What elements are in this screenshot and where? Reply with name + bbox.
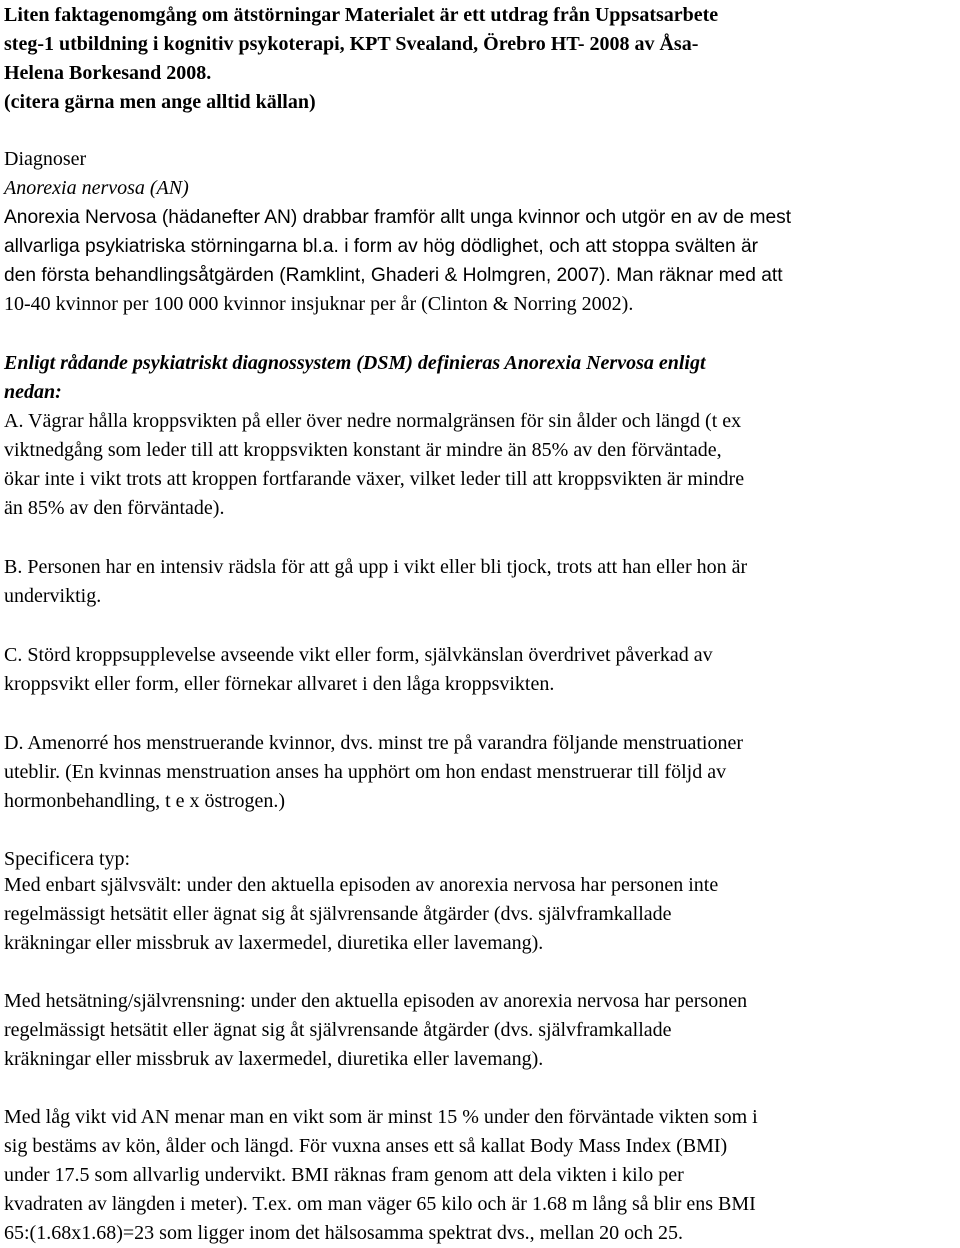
criterion-c-line-2: kroppsvikt eller form, eller förnekar allvaret i den låga kroppsvikten. (4, 673, 555, 695)
dsm-heading-line-1: Enligt rådande psykiatriskt diagnossystem (DSM) definieras Anorexia Nervosa enligt (4, 352, 706, 374)
dsm-heading-line-2: nedan: (4, 381, 62, 403)
criterion-a-line-3: ökar inte i vikt trots att kroppen fortfarande växer, vilket leder till att kroppsvikten är mindre (4, 468, 745, 490)
criterion-d-line-2: uteblir. (En kvinnas menstruation anses ha upphört om hon endast menstruerar till följd av (4, 761, 727, 783)
criterion-b-line-1: B. Personen har en intensiv rädsla för att gå upp i vikt eller bli tjock, trots att han eller hon är (4, 556, 748, 578)
section-title: Diagnoser (4, 148, 87, 170)
weight-line-4: kvadraten av längden i meter). T.ex. om man väger 65 kilo och är 1.68 m lång så blir ens BMI (4, 1193, 756, 1215)
header-line-3: Helena Borkesand 2008. (4, 62, 212, 84)
criterion-d-line-1: D. Amenorré hos menstruerande kvinnor, dvs. minst tre på varandra följande menstruationer (4, 732, 743, 754)
weight-line-2: sig bestäms av kön, ålder och längd. För vuxna anses ett så kallat Body Mass Index (BMI) (4, 1135, 728, 1157)
header-line-4: (citera gärna men ange alltid källan) (4, 91, 316, 113)
criterion-a-line-2: viktnedgång som leder till att kroppsvikten konstant är mindre än 85% av den förväntade, (4, 439, 722, 461)
binge-line-3: kräkningar eller missbruk av laxermedel, diuretika eller lavemang). (4, 1048, 544, 1070)
restricting-line-1: Med enbart självsvält: under den aktuella episoden av anorexia nervosa har personen inte (4, 874, 719, 896)
criterion-a-line-1: A. Vägrar hålla kroppsvikten på eller över nedre normalgränsen för sin ålder och längd (t ex (4, 410, 742, 432)
binge-line-1: Med hetsätning/självrensning: under den aktuella episoden av anorexia nervosa har personen (4, 990, 748, 1012)
criterion-c-line-1: C. Störd kroppsupplevelse avseende vikt eller form, självkänslan överdrivet påverkad av (4, 644, 713, 666)
criterion-b-line-2: underviktig. (4, 585, 102, 607)
intro-line-3: den första behandlingsåtgärden (Ramklint, Ghaderi & Holmgren, 2007). Man räknar med att (4, 265, 783, 286)
criterion-d-line-3: hormonbehandling, t e x östrogen.) (4, 790, 286, 812)
binge-line-2: regelmässigt hetsätit eller ägnat sig åt självrensande åtgärder (dvs. självframkallade (4, 1019, 672, 1041)
weight-line-3: under 17.5 som allvarlig undervikt. BMI räknas fram genom att dela vikten i kilo per (4, 1164, 684, 1186)
restricting-line-3: kräkningar eller missbruk av laxermedel, diuretika eller lavemang). (4, 932, 544, 954)
intro-line-2: allvarliga psykiatriska störningarna bl.a. i form av hög dödlighet, och att stoppa svälten är (4, 236, 759, 257)
subsection-title: Anorexia nervosa (AN) (4, 177, 189, 199)
criterion-a-line-4: än 85% av den förväntade). (4, 497, 225, 519)
intro-line-4: 10-40 kvinnor per 100 000 kvinnor insjuknar per år (Clinton & Norring 2002). (4, 293, 634, 315)
header-line-2: steg-1 utbildning i kognitiv psykoterapi, KPT Svealand, Örebro HT- 2008 av Åsa- (4, 33, 699, 55)
restricting-line-2: regelmässigt hetsätit eller ägnat sig åt självrensande åtgärder (dvs. självframkallade (4, 903, 672, 925)
header-line-1: Liten faktagenomgång om ätstörningar Materialet är ett utdrag från Uppsatsarbete (4, 4, 719, 26)
weight-line-5: 65:(1.68x1.68)=23 som ligger inom det hälsosamma spektrat dvs., mellan 20 och 25. (4, 1222, 683, 1244)
specify-title: Specificera typ: (4, 848, 131, 870)
weight-line-1: Med låg vikt vid AN menar man en vikt som är minst 15 % under den förväntade vikten som i (4, 1106, 758, 1128)
intro-line-1: Anorexia Nervosa (hädanefter AN) drabbar framför allt unga kvinnor och utgör en av de mest (4, 207, 792, 228)
